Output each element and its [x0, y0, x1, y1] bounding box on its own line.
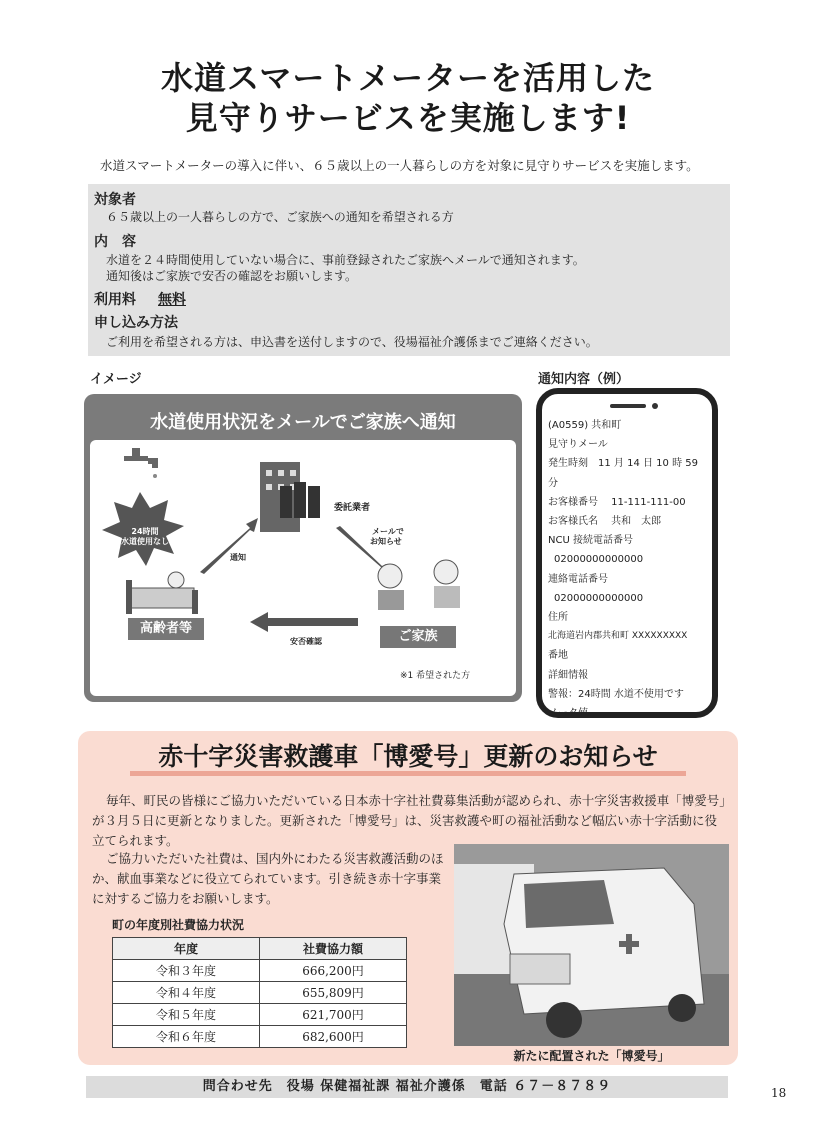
fee-value: 無料 [158, 292, 186, 308]
arrow-safety [250, 612, 358, 632]
notification-line: お客様番号 11-111-111-00 [548, 496, 686, 508]
diagram-illustration [90, 440, 516, 696]
notification-text [548, 416, 706, 723]
table-row [113, 960, 407, 982]
notification-line: メータ値 [548, 708, 588, 720]
notification-line: (A0559) 共和町 [548, 420, 622, 431]
year-cell: 令和５年度 [113, 1004, 260, 1026]
family-label: ご家族 [380, 626, 456, 648]
faucet-icon [124, 448, 158, 478]
notification-line: 番地 [548, 650, 568, 662]
contractor-label: 委託業者 [334, 503, 371, 513]
arrow-notify [200, 518, 258, 574]
intro-text: 水道スマートメーターの導入に伴い、６５歳以上の一人暮らしの方を対象に見守りサービスを実施します。 [100, 158, 699, 173]
notification-line: 北海道岩内郡共和町 XXXXXXXXX [548, 631, 688, 642]
elderly-bed-icon [126, 572, 198, 614]
diagram-title: 水道使用状況をメールでご家族へ通知 [150, 412, 456, 433]
donation-table [112, 937, 407, 1048]
content-line2: 通知後はご家族で安否の確認をお願いします。 [106, 269, 358, 283]
table-row [113, 1026, 407, 1048]
image-section-label: イメージ [90, 372, 142, 387]
page-title-line2: 見守りサービスを実施します! [185, 99, 631, 137]
notification-line: お客様氏名 共和 太郎 [548, 516, 662, 528]
fee-heading: 利用料 [94, 292, 136, 308]
diagram-canvas [90, 440, 516, 696]
burst-line1: 24時間 [131, 527, 159, 536]
table-header-row [113, 938, 407, 960]
year-cell: 令和６年度 [113, 1026, 260, 1048]
safety-check-label: 安否確認 [290, 637, 322, 646]
apply-text: ご利用を希望される方は、申込書を送付しますので、役場福祉介護係までご連絡ください。 [106, 335, 598, 349]
info-box [88, 184, 730, 356]
amount-cell: 666,200円 [260, 960, 407, 982]
page-title-line1: 水道スマートメーターを活用した [160, 59, 656, 97]
amount-cell: 621,700円 [260, 1004, 407, 1026]
notification-line: 02000000000000 [554, 554, 644, 566]
photo-caption: 新たに配置された「博愛号」 [513, 1049, 670, 1063]
apply-heading: 申し込み方法 [94, 315, 178, 331]
year-cell: 令和４年度 [113, 982, 260, 1004]
year-cell: 令和３年度 [113, 960, 260, 982]
header-amount: 社費協力額 [260, 938, 407, 960]
ambulance-photo [454, 844, 729, 1046]
service-diagram [84, 394, 522, 702]
table-row [113, 982, 407, 1004]
redcross-paragraph1: 毎年、町民の皆様にご協力いただいている日本赤十字社社費募集活動が認められ、赤十字災害救援車「博愛号」が３月５日に更新となりました。更新された「博愛号」は、災害救護や町の福祉活動など幅広い赤十字活動に役立てられます。 [92, 793, 726, 848]
van-illustration [454, 844, 729, 1046]
notification-line: NCU 接続電話番号 [548, 535, 633, 547]
mail-line1: メールで [372, 527, 404, 536]
notification-line: 発生時刻 11 月 14 日 10 時 59 分 [548, 458, 698, 489]
notification-line: 02000000000000 [554, 592, 644, 604]
notification-line: 見守りメール [548, 439, 608, 451]
header-year: 年度 [113, 938, 260, 960]
family-icon [378, 560, 460, 610]
notification-line: 連絡電話番号 [548, 573, 608, 585]
notification-line: 詳細情報 [548, 669, 588, 681]
redcross-paragraph2: ご協力いただいた社費は、国内外にわたる災害救護活動のほか、献血事業などに役立てられています。引き続き赤十字事業に対するご協力をお願いします。 [92, 851, 444, 906]
table-caption: 町の年度別社費協力状況 [112, 918, 245, 932]
phone-mockup [536, 388, 718, 718]
content-line1: 水道を２４時間使用していない場合に、事前登録されたご家族へメールで通知されます。 [106, 253, 585, 267]
phone-speaker [610, 404, 646, 408]
contact-footer: 問合わせ先 役場 保健福祉課 福祉介護係 電話 ６７－８７８９ [86, 1076, 728, 1098]
diagram-footnote: ※1 希望された方 [400, 671, 471, 681]
mail-line2: お知らせ [370, 537, 402, 546]
building-icon [260, 462, 320, 532]
notification-section-label: 通知内容（例） [538, 372, 630, 387]
elderly-label: 高齢者等 [128, 618, 204, 640]
redcross-section [78, 731, 738, 1065]
content-heading: 内 容 [94, 234, 136, 250]
page-number: 18 [771, 1086, 787, 1100]
burst-line2: 水道使用なし [121, 537, 169, 546]
notification-line: 住所 [548, 612, 568, 624]
target-text: ６５歳以上の一人暮らしの方で、ご家族への通知を希望される方 [106, 210, 454, 224]
amount-cell: 682,600円 [260, 1026, 407, 1048]
notification-line: 警報：24時間 水道不使用です [548, 688, 684, 700]
phone-camera [652, 403, 658, 409]
notify-label: 通知 [230, 553, 246, 562]
amount-cell: 655,809円 [260, 982, 407, 1004]
table-row [113, 1004, 407, 1026]
redcross-title: 赤十字災害救護車「博愛号」更新のお知らせ [158, 742, 658, 771]
target-heading: 対象者 [94, 192, 136, 208]
